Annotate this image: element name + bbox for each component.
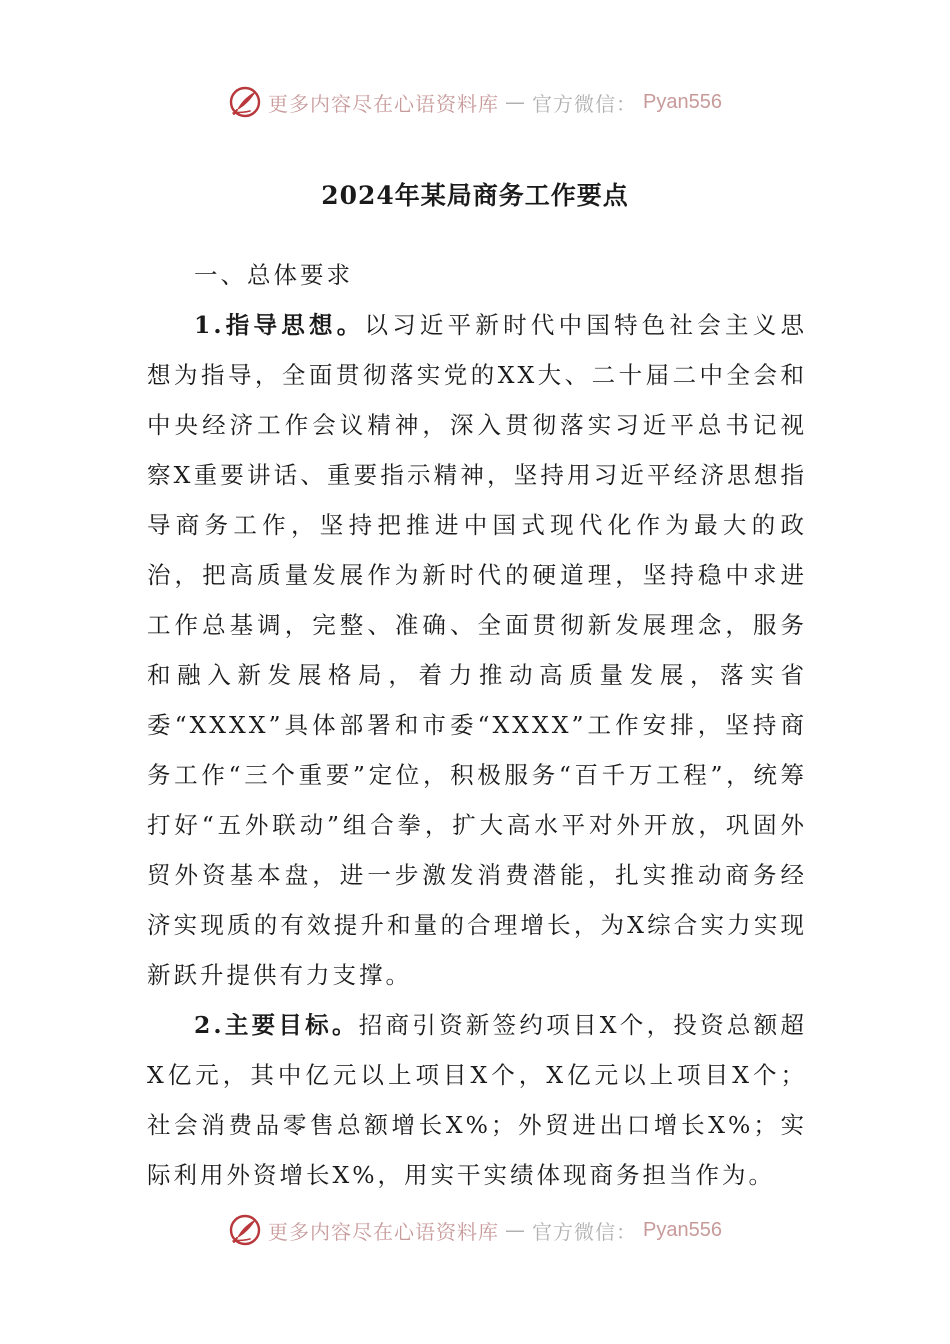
watermark-separator: — <box>505 90 527 114</box>
watermark-text: 更多内容尽在心语资料库 <box>268 1219 500 1244</box>
paragraph-body: 以习近平新时代中国特色社会主义思想为指导，全面贯彻落实党的XX大、二十届二中全会和中央经济工作会议精神，深入贯彻落实习近平总书记视察X重要讲话、重要指示精神，坚持用习近平经济思想指导商务工作，坚持把推进中国式现代化作为最大的政治，把高质量发展作为新时代的硬道理，坚持稳中求进工作总基调，完整、准确、全面贯彻新发展理念，服务和融入新发展格局，着力推动高质量发展，落实省委“XXXX”具体部署和市委“XXXX”工作安排，坚持商务工作“三个重要”定位，积极服务“百千万工程”，统筹打好“五外联动”组合拳，扩大高水平对外开放，巩固外贸外资基本盘，进一步激发消费潜能，扎实推动商务经济实现质的有效提升和量的合理增长，为X综合实力实现新跃升提供有力支撑。 <box>147 311 807 989</box>
watermark-header <box>0 82 950 122</box>
watermark-text: 更多内容尽在心语资料库 <box>268 91 500 116</box>
watermark-wechat-label: 官方微信： <box>532 91 638 116</box>
watermark-wechat-label: 官方微信： <box>532 1219 638 1244</box>
paragraph-lead: 1.指导思想。 <box>194 311 365 339</box>
watermark-footer <box>0 1210 950 1250</box>
quill-logo-icon <box>228 1213 262 1247</box>
quill-logo-icon <box>228 85 262 119</box>
paragraph-lead: 2.主要目标。 <box>194 1011 359 1039</box>
document-body <box>147 250 807 1200</box>
watermark-wechat-id: Pyan556 <box>643 90 722 113</box>
page-title: 2024年某局商务工作要点 <box>321 181 629 210</box>
paragraph-guiding-ideology <box>147 300 807 1000</box>
watermark-wechat-id: Pyan556 <box>643 1218 722 1241</box>
watermark-separator: — <box>505 1218 527 1242</box>
section-heading: 一、总体要求 <box>194 261 353 289</box>
paragraph-main-targets <box>147 1000 807 1200</box>
paragraph-body: 招商引资新签约项目X个，投资总额超X亿元，其中亿元以上项目X个，X亿元以上项目X个；社会消费品零售总额增长X%；外贸进出口增长X%；实际利用外资增长X%，用实干实绩体现商务担当作为。 <box>147 1011 807 1189</box>
